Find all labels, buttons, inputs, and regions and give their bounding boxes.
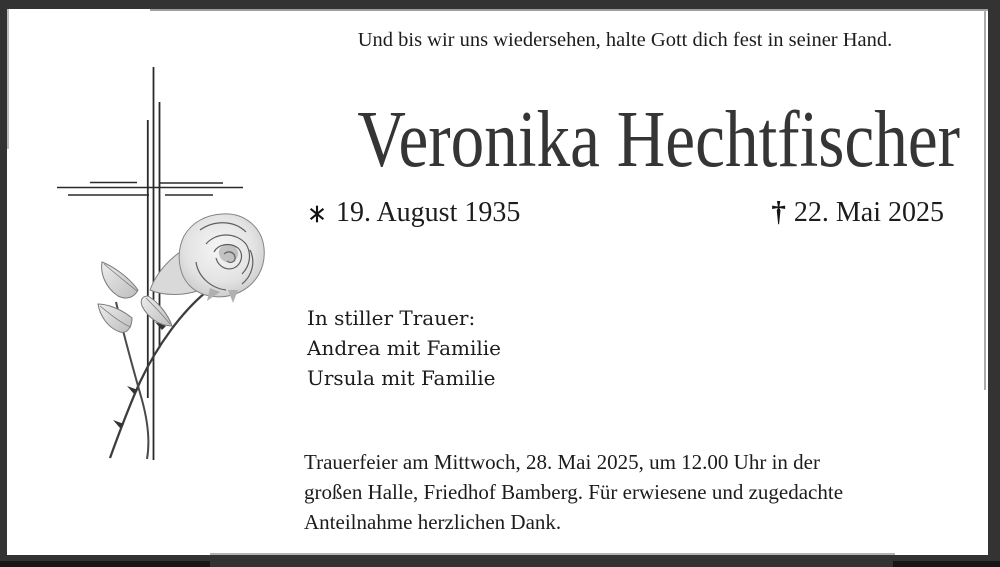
funeral-announcement-line: Trauerfeier am Mittwoch, 28. Mai 2025, um 12.00 Uhr in der bbox=[304, 450, 820, 474]
life-dates-row bbox=[307, 196, 944, 229]
scan-artifact-notch bbox=[0, 561, 210, 567]
mourner-line: Andrea mit Familie bbox=[307, 336, 501, 360]
opening-verse: Und bis wir uns wiedersehen, halte Gott dich fest in seiner Hand. bbox=[357, 29, 893, 51]
scan-border-top bbox=[0, 0, 1000, 9]
mourning-block bbox=[307, 303, 501, 393]
mourners-intro: In stiller Trauer: bbox=[307, 306, 476, 330]
death-date: 22. Mai 2025 bbox=[793, 197, 944, 228]
scan-border-left bbox=[0, 0, 7, 567]
mourner-line: Ursula mit Familie bbox=[307, 366, 496, 390]
death-date-group bbox=[771, 196, 944, 229]
funeral-announcement-line: Anteilnahme herzlichen Dank. bbox=[304, 510, 562, 534]
scan-artifact-line bbox=[210, 553, 895, 555]
scan-artifact-line bbox=[150, 9, 988, 11]
birth-date: 19. August 1935 bbox=[336, 197, 521, 228]
scan-border-right bbox=[988, 0, 1000, 567]
deceased-name bbox=[300, 96, 961, 184]
death-cross-icon: † bbox=[771, 196, 786, 228]
rose-icon bbox=[98, 214, 264, 459]
scan-artifact-line bbox=[984, 10, 986, 390]
birth-date-group bbox=[307, 197, 520, 229]
scan-artifact-line bbox=[7, 9, 9, 149]
funeral-announcement bbox=[304, 447, 843, 537]
scan-artifact-notch bbox=[893, 561, 1000, 567]
funeral-announcement-line: großen Halle, Friedhof Bamberg. Für erwiesene und zugedachte bbox=[304, 480, 844, 504]
deceased-name-text: Veronika Hechtfischer bbox=[357, 96, 961, 184]
cross-and-rose-artwork bbox=[40, 55, 290, 470]
birth-star-icon bbox=[307, 203, 327, 225]
